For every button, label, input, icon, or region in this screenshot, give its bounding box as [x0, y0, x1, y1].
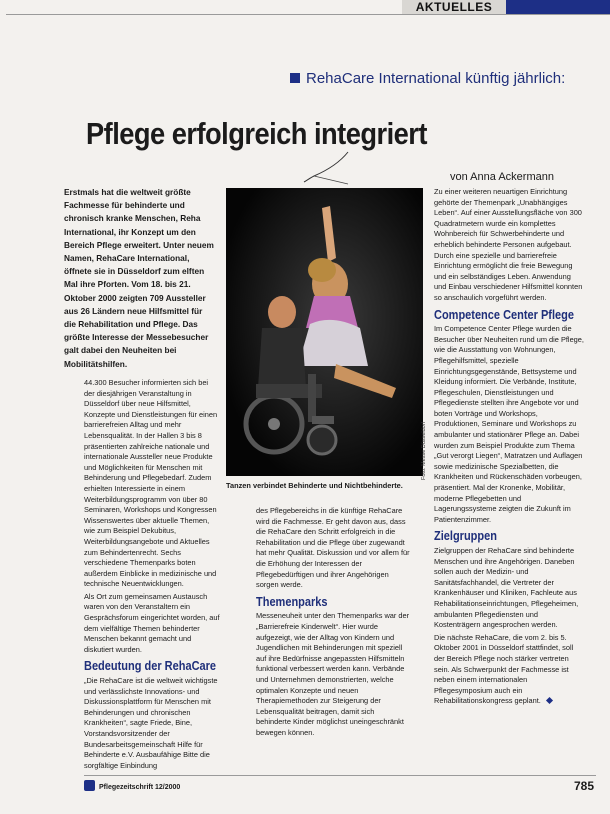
footer-publication-text: Pflegezeitschrift 12/2000 [99, 784, 181, 791]
kicker-square-icon [290, 73, 300, 83]
header-rule [6, 14, 610, 15]
page-number: 785 [574, 779, 595, 793]
photo-credit: Foto: Messe Düsseldorf [421, 421, 427, 480]
section-tag-bar [506, 0, 610, 14]
subheading-zielgruppen: Zielgruppen [434, 529, 497, 544]
subheading-bedeutung: Bedeutung der RehaCare [84, 659, 217, 674]
subheading-themenparks: Themenparks [256, 594, 328, 609]
article-headline: Pflege erfolgreich integriert [86, 116, 427, 151]
column-3-paragraph-4 [434, 633, 584, 707]
pen-stroke-icon [300, 148, 360, 188]
subheading-competence-center: Competence Center Pflege [434, 307, 574, 322]
lead-paragraph: Erstmals hat die weltweit größte Fachmesse für behinderte und chronisch kranke Menschen, Reha International, ihr Konzept um den Bereich Pflege erweitert. Unter neuem Namen, RehaCare International, öffnete sie in Düsseldorf zum elften Mal ihre Pforten. Vom 18. bis 21. Oktober 2000 zeigten 709 Aussteller aus 26 Ländern neue Hilfsmittel für die Rehabilitation und Pflege. Das größte Interesse der Messebesucher galt dabei den Neuheiten bei Mobilitätshilfen. [64, 187, 214, 369]
dance-photo [226, 188, 423, 476]
column-3-paragraph-1: Zu einer weiteren neuartigen Einrichtung gehörte der Themenpark „Unabhängiges Leben“. Auf einer Ausstellungsfläche von 300 Quadratmetern wurde ein komplettes Wohnbereich für Schwerbehinderte und erheblich behinderte Personen aufgebaut. Durch eine spezielle und barrierefreie Einrichtung ermöglicht die freie Bewegung und ein selbständiges Leben. Anwendung und Einbau verschiedener Hilfsmittel konnten so anschaulich vorgeführt werden. [434, 187, 583, 302]
column-3-paragraph-3: Zielgruppen der RehaCare sind behinderte Menschen und ihre Angehörigen. Daneben sollen auch der Medizin- und Sanitätsfachhandel, die Vertreter der Krankenhäuser und Kliniken, Fachleute aus Rehabilitationseinrichtungen, Pflegeheimen, ambulanten Pflegediensten und Kostenträgern angesprochen werden. [434, 546, 579, 630]
footer-publication [84, 780, 180, 791]
section-tag-label: AKTUELLES [402, 0, 506, 14]
column-1-paragraph-2: Als Ort zum gemeinsamen Austausch waren von den Veranstaltern ein Gesprächsforum eingerichtet worden, auf dem vielfältige Themen behinderter Menschen bekannt gemacht und diskutiert wurden. [84, 591, 220, 654]
column-1-paragraph-1: 44.300 Besucher informierten sich bei der diesjährigen Veranstaltung in Düsseldorf über neue Hilfsmittel, Konzepte und Dienstleistungen für einen barrierefreien Alltag und mehr Lebensqualität. In der Hallen 3 bis 8 präsentierten zahlreiche nationale und internationale Aussteller neue Produkte und Möglichkeiten für Menschen mit Behinderung und Pflegebedarf. Zudem erhielten Interessierte in einem Weiterbildungsprogramm von über 80 Seminaren, Workshops und Kongressen Wissenswertes über aktuelle Themen, wie zum Beispiel Dekubitus, Weiterbildungsangebote und Aktuelles zum Behindertenrecht. Sechs verschiedene Themenparks boten außerdem Einblicke in medizinische und technische Neuentwicklungen. [84, 378, 218, 589]
footer-rule [84, 775, 596, 776]
column-2-paragraph-2: Messeneuheit unter den Themenparks war der „Barrierefreie Kinderwelt“. Hier wurde aufgezeigt, wie der Alltag von Kindern und Jugendlichen mit Behinderungen mit speziell auf ihre Bedürfnisse angepassten Hilfsmitteln funktional verbessert werden kann. Verbände und Unternehmen demonstrierten, welche optimalen Konzepte und neuen Therapiemethoden zur Steigerung der Lebensqualität beitragen, damit sich behinderte Kinder möglichst uneingeschränkt bewegen können. [256, 611, 410, 737]
author-byline: von Anna Ackermann [450, 171, 554, 183]
column-2-paragraph-1: des Pflegebereichs in die künftige RehaCare wird die Fachmesse. Er geht davon aus, dass die RehaCare den Schritt erfolgreich in die Rehabilitation und die Pflege über zugewandt hat mehr Qualität. Diskussion und vor allem für die Erhöhung der Interessen der Pflegebedürftigen und ihrer Angehörigen sorgen werde. [256, 506, 410, 590]
dancers-image [226, 188, 423, 476]
column-3-paragraph-4-text: Die nächste RehaCare, die vom 2. bis 5. Oktober 2001 in Düsseldorf stattfindet, soll der Bereich Pflege noch stärker vertreten sein. Als Schwerpunkt der Fachmesse ist neben einem internationalen Pflegesymposium auch ein Rehabilitationskongress geplant. [434, 632, 574, 706]
end-mark-icon [546, 697, 553, 704]
column-2 [256, 506, 410, 740]
column-3-paragraph-2: Im Competence Center Pflege wurden die Besucher über Neuheiten rund um die Pflege, wie die Ausstattung von Wohnungen, Pflegehilfsmittel, spezielle Einrichtungsgegenstände, Bettsysteme und Kleidung informiert. Die Verbände, Institute, Pflegeschulen, Dienstleistungen und Pflegedienste stellten ihre Angebote vor und boten Vorträge und Workshops, Produktionen, Seminare und Workshops zu ambulanter und stationärer Pflege an. Dabei wurden zum Beispiel Produkte zum Thema „Gut verorgt Liegen“, Matratzen und Auflagen sowie medizinische Spezialbetten, die Krankheiten und Rückenschäden vorbeugen, präsentiert. Mal der Kronenke, Mobilitär, moderne Pflegebetten und Lagerungssysteme zeigten die Zukunft im Patientenzimmer. [434, 324, 584, 524]
column-1 [84, 378, 220, 773]
publication-logo-icon [84, 780, 95, 791]
kicker [290, 70, 565, 87]
column-1-paragraph-3: „Die RehaCare ist die weltweit wichtigste und verlässlichste Innovations- und Diskussionsplattform für Menschen mit Behinderungen und chronischen Krankheiten“, sagte Friede, Bine, Vorstandsvorsitzender der Bundesarbeitsgemeinschaft Hilfe für Behinderte e.V. Ausbaufähige Bitte die sorgfältige Einbindung [84, 676, 218, 770]
column-3 [434, 187, 584, 709]
kicker-text: RehaCare International künftig jährlich: [306, 70, 566, 87]
section-tag [402, 0, 610, 14]
photo-caption: Tanzen verbindet Behinderte und Nichtbehinderte. [226, 481, 403, 490]
